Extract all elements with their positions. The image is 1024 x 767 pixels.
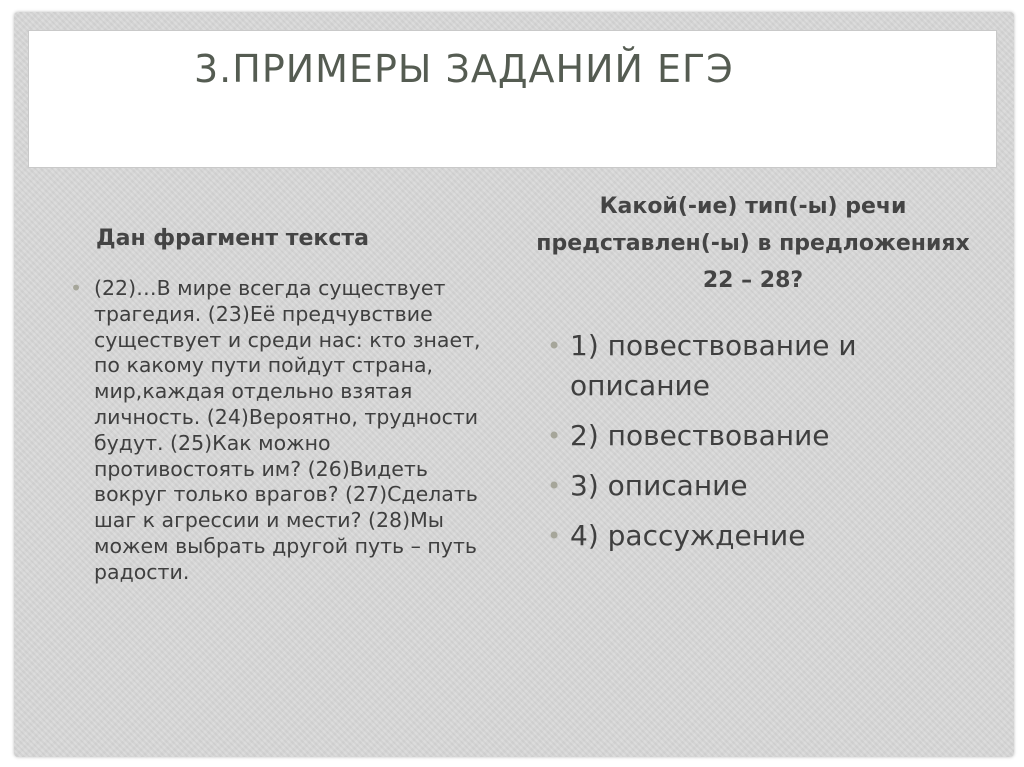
answer-option <box>538 416 958 456</box>
answer-option-label: 2) повествование <box>570 419 830 452</box>
answer-option-label: 3) описание <box>570 469 748 502</box>
left-heading: Дан фрагмент текста <box>96 226 369 251</box>
answer-option-label: 4) рассуждение <box>570 519 806 552</box>
left-text-list <box>62 276 492 586</box>
question-heading: Какой(-ие) тип(-ы) речи представлен(-ы) в предложениях 22 – 28? <box>536 194 970 293</box>
bullet-icon: • <box>547 522 562 550</box>
bullet-icon: • <box>70 276 83 300</box>
answer-option <box>538 326 958 406</box>
answer-option <box>538 466 958 506</box>
left-text-item <box>62 276 492 586</box>
bullet-icon: • <box>547 422 562 450</box>
bullet-icon: • <box>547 472 562 500</box>
answer-option-label: 1) повествование и описание <box>570 329 857 402</box>
slide-title: 3.ПРИМЕРЫ ЗАДАНИЙ ЕГЭ <box>194 47 734 91</box>
bullet-icon: • <box>547 332 562 360</box>
answer-option <box>538 516 958 556</box>
answer-options-list <box>538 326 958 566</box>
text-fragment: (22)…В мире всегда существует трагедия. (23)Её предчувствие существует и среди нас: кто знает, по какому пути пойдут страна, мир,каждая отдельно взятая личность. (24)Вероятно, трудности будут. (25)Как можно противостоять им? (26)Видеть вокруг только врагов? (27)Сделать шаг к агрессии и мести? (28)Мы можем выбрать другой путь – путь радости. <box>94 276 481 584</box>
